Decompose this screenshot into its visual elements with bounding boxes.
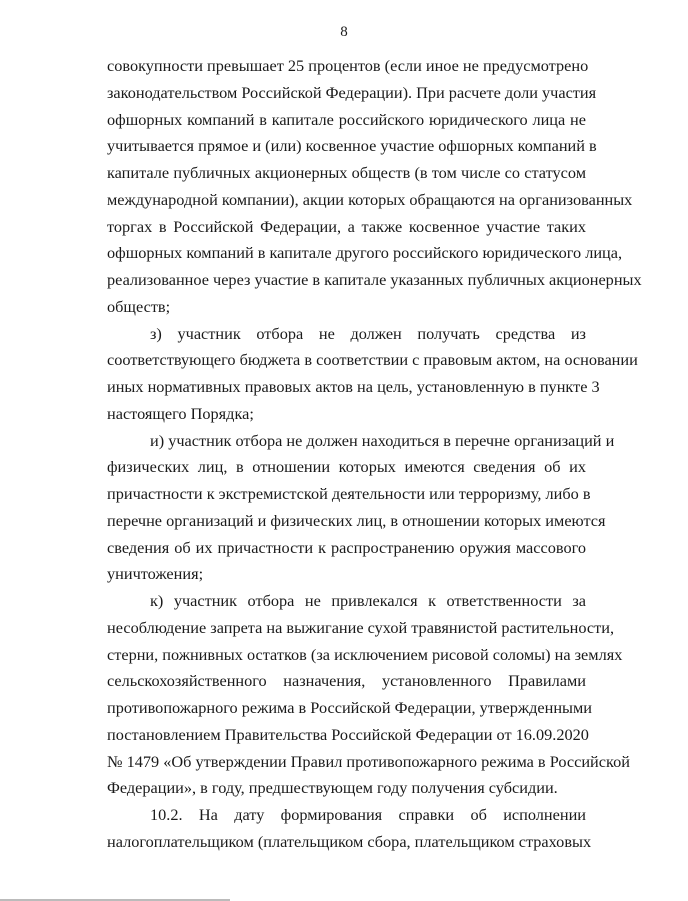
paragraph bbox=[107, 53, 642, 321]
text-line: сведения об их причастности к распространению оружия массового bbox=[107, 537, 586, 557]
text-line: физических лиц, в отношении которых имеются сведения об их bbox=[107, 457, 586, 477]
page-number: 8 bbox=[340, 24, 348, 40]
paragraph bbox=[107, 588, 630, 802]
text-line: законодательством Российской Федерации). При расчете доли участия bbox=[107, 82, 597, 102]
text-line: капитале публичных акционерных обществ (в том числе со статусом bbox=[107, 163, 586, 182]
text-line: учитывается прямое и (или) косвенное участие офшорных компаний в bbox=[107, 136, 597, 156]
paragraph bbox=[107, 321, 638, 428]
text-line: офшорных компаний в капитале другого российского юридического лица, bbox=[107, 243, 623, 263]
text-line: перечне организаций и физических лиц, в отношении которых имеются bbox=[107, 510, 606, 530]
text-line: соответствующего бюджета в соответствии с правовым актом, на основании bbox=[107, 350, 638, 370]
document-body bbox=[107, 53, 642, 856]
paragraph bbox=[107, 428, 615, 589]
text-line: международной компании), акции которых обращаются на организованных bbox=[107, 189, 633, 209]
text-line: уничтожения; bbox=[107, 564, 204, 584]
text-line: к) участник отбора не привлекался к ответственности за bbox=[150, 591, 586, 610]
text-line: № 1479 «Об утверждении Правил противопожарного режима в Российской bbox=[107, 751, 630, 771]
text-line: противопожарного режима в Российской Федерации, утвержденными bbox=[107, 698, 592, 717]
text-line: постановлением Правительства Российской Федерации от 16.09.2020 bbox=[107, 724, 589, 744]
text-line: Федерации», в году, предшествующем году получения субсидии. bbox=[107, 778, 558, 798]
text-line: и) участник отбора не должен находиться в перечне организаций и bbox=[150, 430, 615, 450]
text-line: несоблюдение запрета на выжигание сухой травянистой растительности, bbox=[107, 617, 615, 637]
paragraph bbox=[107, 802, 592, 856]
text-line: совокупности превышает 25 процентов (если иное не предусмотрено bbox=[107, 56, 589, 75]
text-line: налогоплательщиком (плательщиком сбора, плательщиком страховых bbox=[107, 831, 592, 851]
text-line: стерни, пожнивных остатков (за исключением рисовой соломы) на землях bbox=[107, 644, 623, 664]
text-line: з) участник отбора не должен получать средства из bbox=[150, 323, 586, 343]
text-line: причастности к экстремистской деятельности или терроризму, либо в bbox=[107, 484, 591, 503]
text-line: сельскохозяйственного назначения, установленного Правилами bbox=[107, 671, 586, 691]
text-line: иных нормативных правовых актов на цель, установленную в пункте 3 bbox=[107, 377, 600, 396]
text-line: обществ; bbox=[107, 296, 171, 316]
text-line: настоящего Порядка; bbox=[107, 403, 254, 423]
text-line: офшорных компаний в капитале российского юридического лица не bbox=[107, 109, 586, 129]
text-line: торгах в Российской Федерации, а также косвенное участие таких bbox=[107, 216, 586, 236]
text-line: 10.2. На дату формирования справки об исполнении bbox=[150, 805, 586, 824]
text-line: реализованное через участие в капитале указанных публичных акционерных bbox=[107, 270, 642, 289]
